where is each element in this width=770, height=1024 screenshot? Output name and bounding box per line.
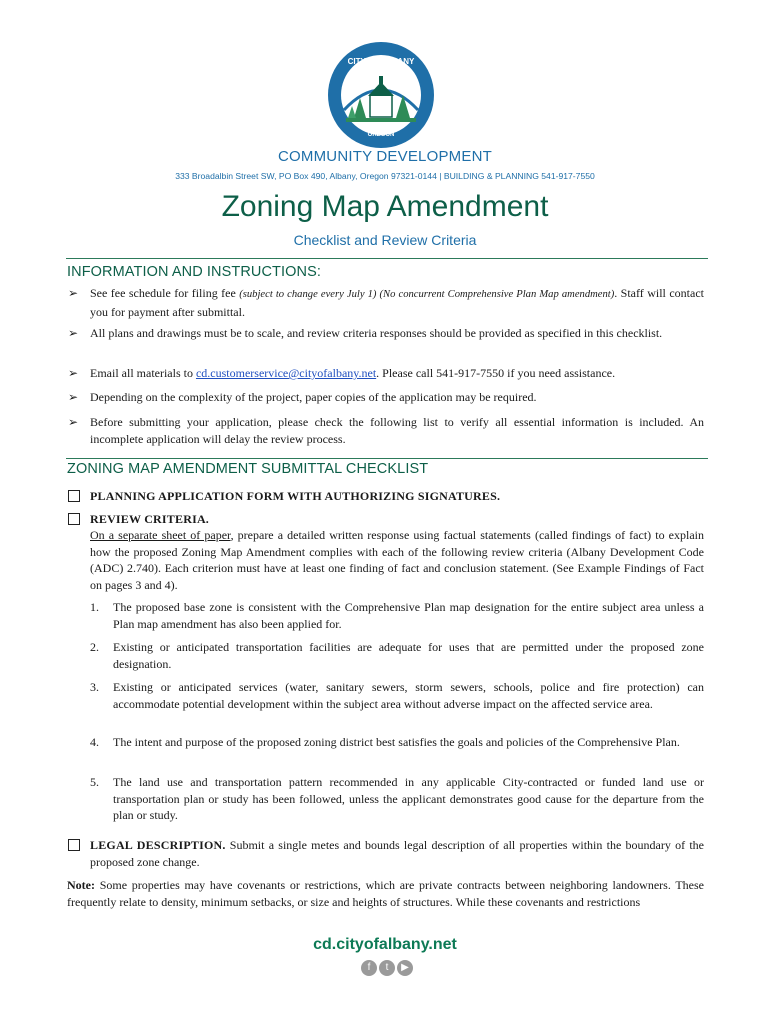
department-address: 333 Broadalbin Street SW, PO Box 490, Albany, Oregon 97321-0144 | BUILDING & PLANNING 541-917-7550 bbox=[175, 171, 595, 181]
section-heading-checklist: ZONING MAP AMENDMENT SUBMITTAL CHECKLIST bbox=[67, 461, 429, 477]
logo-text-bottom: OREGON bbox=[367, 132, 395, 138]
instruction-italic-note: (subject to change every July 1) (No concurrent Comprehensive Plan Map amendment) bbox=[239, 289, 615, 300]
checklist-item-review-criteria bbox=[68, 511, 704, 528]
note-text: Some properties may have covenants or restrictions, which are private contracts between neighboring landowners. These frequently relate to density, minimum setbacks, or size and heights of structures. While these covenants and restrictions bbox=[67, 878, 704, 909]
instruction-item bbox=[68, 285, 704, 320]
checklist-item-label: LEGAL DESCRIPTION. bbox=[90, 838, 226, 852]
department-name: COMMUNITY DEVELOPMENT bbox=[278, 148, 492, 165]
criterion-text: Existing or anticipated services (water, sanitary sewers, storm sewers, schools, police and fire protection) can accommodate potential development within the subject area without adverse impact on the affected service area. bbox=[113, 680, 704, 711]
divider bbox=[66, 258, 708, 259]
instruction-text: Before submitting your application, please check the following list to verify all essential information is included. An incomplete application will delay the review process. bbox=[90, 415, 704, 446]
criterion-number: 1. bbox=[90, 600, 99, 614]
checklist-item-label: PLANNING APPLICATION FORM WITH AUTHORIZING SIGNATURES. bbox=[90, 489, 501, 503]
instruction-item bbox=[68, 414, 704, 447]
checkbox[interactable] bbox=[68, 490, 80, 502]
page-subtitle: Checklist and Review Criteria bbox=[293, 232, 477, 248]
instruction-text: Email all materials to bbox=[90, 366, 196, 380]
criterion-number: 3. bbox=[90, 680, 99, 694]
checkbox[interactable] bbox=[68, 839, 80, 851]
instruction-item bbox=[68, 389, 704, 406]
criterion-item bbox=[90, 774, 704, 824]
customer-service-email-link[interactable]: cd.customerservice@cityofalbany.net bbox=[195, 366, 377, 380]
social-links bbox=[361, 960, 421, 978]
youtube-icon[interactable]: ▶ bbox=[397, 960, 413, 976]
criterion-number: 2. bbox=[90, 640, 99, 654]
paragraph-text: Submit a single metes and bounds legal description of all properties within the boundary of the proposed zone change. bbox=[90, 838, 704, 869]
review-criteria-instructions bbox=[90, 527, 704, 593]
checkbox[interactable] bbox=[68, 513, 80, 525]
paragraph-text: , prepare a detailed written response using factual statements (called findings of fact) to explain how the proposed Zoning Map Amendment complies with each of the following review criteria (Albany Development Code (ADC) 2.740). Each criterion must have at least one finding of fact and conclusion statement. (See Example Findings of Fact on pages 3 and 4). bbox=[90, 528, 704, 592]
instruction-text: . Please call 541-917-7550 if you need assistance. bbox=[376, 366, 616, 380]
arrow-bullet-icon: ➢ bbox=[68, 415, 79, 429]
instruction-text: Depending on the complexity of the project, paper copies of the application may be required. bbox=[90, 390, 537, 404]
arrow-bullet-icon: ➢ bbox=[68, 286, 79, 300]
criterion-text: The proposed base zone is consistent with the Comprehensive Plan map designation for the entire subject area unless a Plan map amendment has also been applied for. bbox=[113, 600, 704, 631]
criterion-text: The land use and transportation pattern recommended in any applicable City-contracted or funded land use or transportation plan or study has been followed, unless the applicant demonstrates good cause for the departure from the plan or study. bbox=[113, 775, 704, 822]
note-paragraph bbox=[67, 877, 704, 910]
criterion-text: Existing or anticipated transportation facilities are adequate for uses that are permitted under the proposed zone designation. bbox=[113, 640, 704, 671]
facebook-icon[interactable]: f bbox=[361, 960, 377, 976]
section-heading-information: INFORMATION AND INSTRUCTIONS: bbox=[67, 264, 321, 280]
instruction-item bbox=[68, 325, 704, 342]
note-label: Note: bbox=[67, 878, 95, 892]
criterion-item bbox=[90, 734, 704, 751]
arrow-bullet-icon: ➢ bbox=[68, 390, 79, 404]
instruction-item bbox=[68, 365, 704, 382]
arrow-bullet-icon: ➢ bbox=[68, 326, 79, 340]
criterion-item bbox=[90, 679, 704, 712]
criterion-text: The intent and purpose of the proposed zoning district best satisfies the goals and policies of the Comprehensive Plan. bbox=[113, 735, 680, 749]
arrow-bullet-icon: ➢ bbox=[68, 366, 79, 380]
twitter-icon[interactable]: t bbox=[379, 960, 395, 976]
criterion-number: 4. bbox=[90, 735, 99, 749]
checklist-item-label: REVIEW CRITERIA. bbox=[90, 512, 210, 526]
checklist-item-application-form bbox=[68, 488, 704, 505]
instruction-text: . Staff will contact you for payment after submittal. bbox=[90, 286, 704, 319]
underlined-text: On a separate sheet of paper bbox=[90, 528, 231, 542]
criterion-item bbox=[90, 599, 704, 632]
instruction-text: All plans and drawings must be to scale, and review criteria responses should be provided as specified in this checklist. bbox=[90, 326, 663, 340]
checklist-item-legal-description bbox=[68, 837, 704, 870]
city-of-albany-logo bbox=[326, 40, 436, 150]
footer-website-link[interactable]: cd.cityofalbany.net bbox=[313, 936, 457, 953]
divider bbox=[66, 458, 708, 459]
instruction-text: See fee schedule for filing fee bbox=[90, 286, 240, 300]
logo-text-top: CITY OF ALBANY bbox=[347, 57, 415, 66]
criterion-number: 5. bbox=[90, 775, 99, 789]
criterion-item bbox=[90, 639, 704, 672]
page-title: Zoning Map Amendment bbox=[221, 190, 549, 223]
